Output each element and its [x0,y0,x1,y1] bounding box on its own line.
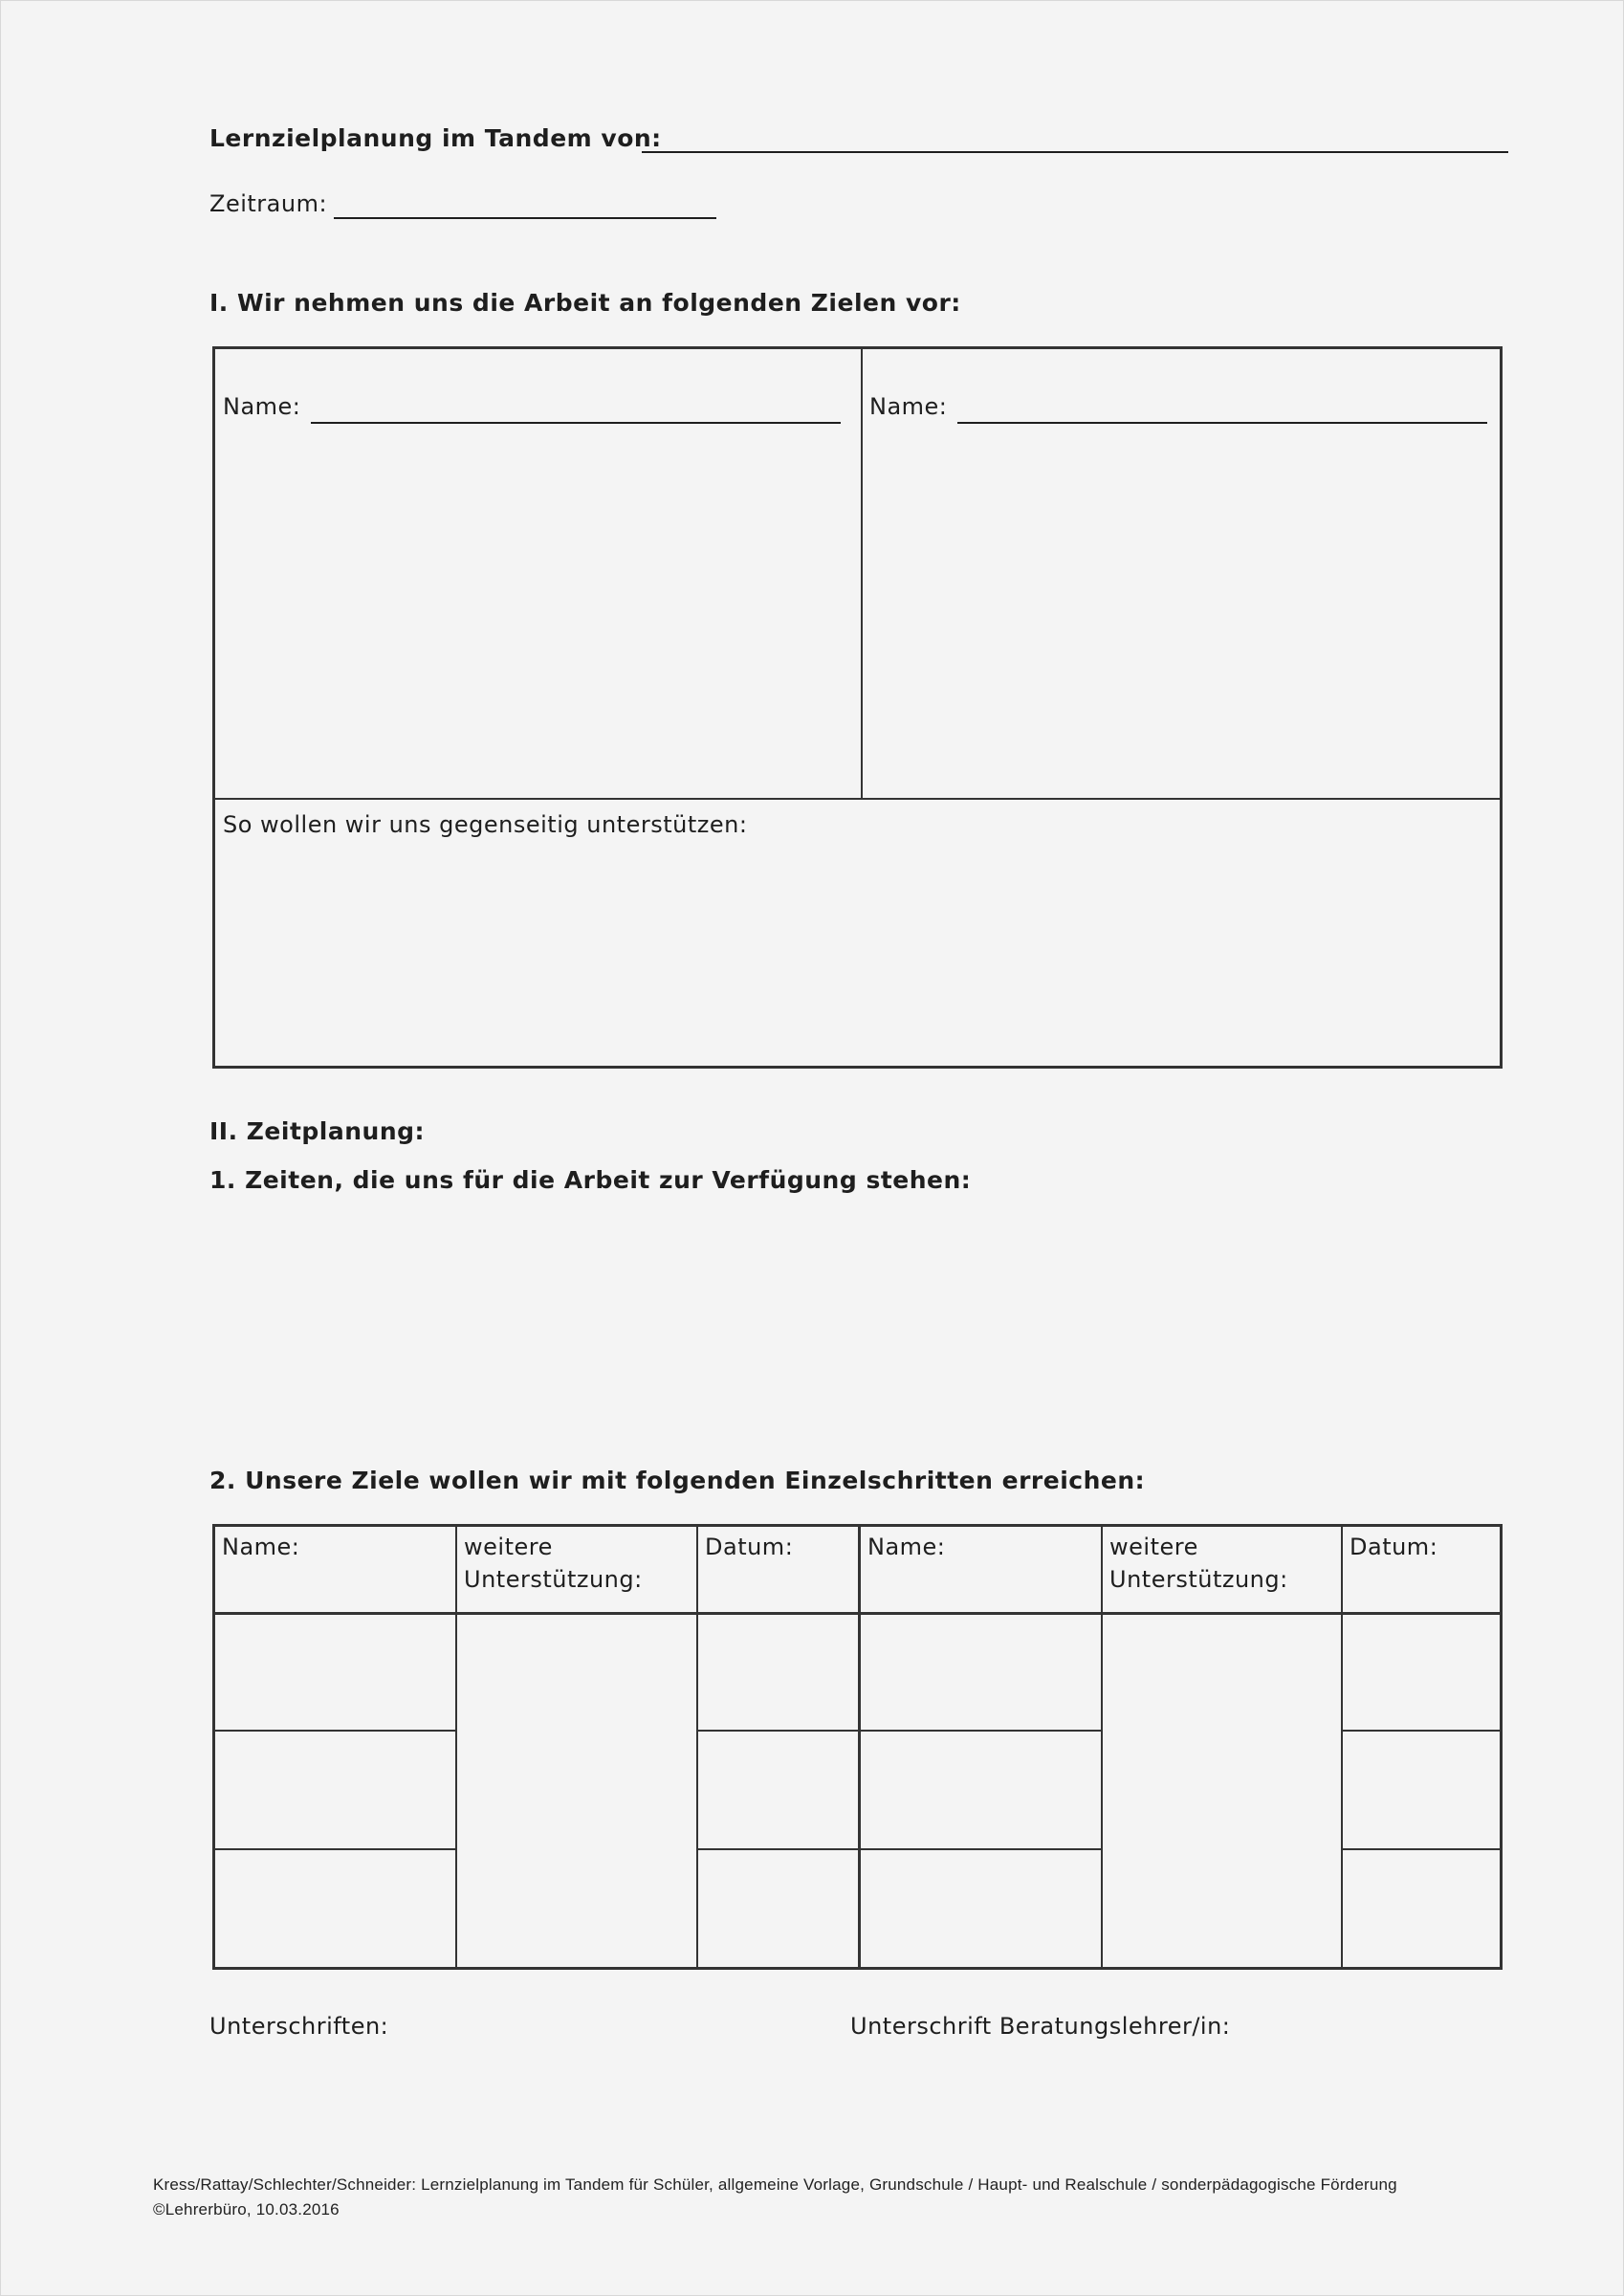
col-divider [696,1527,698,1967]
footer-copyright: ©Lehrerbüro, 10.03.2016 [153,2200,340,2219]
th-date-right: Datum: [1350,1534,1438,1560]
goals-left-name-label: Name: [223,393,301,420]
row-line [215,1848,455,1850]
steps-table [212,1524,1503,1970]
section1-heading: I. Wir nehmen uns die Arbeit an folgenden Zielen vor: [209,289,961,317]
goals-right-name-line[interactable] [957,422,1487,424]
signatures-label: Unterschriften: [209,2013,389,2040]
period-line[interactable] [334,217,716,219]
section2-sub2: 2. Unsere Ziele wollen wir mit folgenden Einzelschritten erreichen: [209,1467,1146,1494]
section2-heading: II. Zeitplanung: [209,1117,426,1145]
advisor-signature-label: Unterschrift Beratungslehrer/in: [850,2013,1231,2040]
header-bottom-line [215,1612,1500,1615]
row-line [1341,1730,1500,1732]
th-support-left-line2: Unterstützung: [464,1566,643,1593]
col-divider [1341,1527,1343,1967]
period-label: Zeitraum: [209,190,328,217]
goals-vertical-divider [861,349,863,798]
title-name-line[interactable] [642,151,1508,153]
col-divider [455,1527,457,1967]
th-name-left: Name: [222,1534,300,1560]
col-divider [1101,1527,1103,1967]
goals-right-name-label: Name: [869,393,948,420]
row-line [696,1848,1101,1850]
support-label: So wollen wir uns gegenseitig unterstützen: [223,811,748,838]
footer-credits: Kress/Rattay/Schlechter/Schneider: Lernzielplanung im Tandem für Schüler, allgemeine Vorlage, Grundschule / Haupt- und Realschule / sonderpädagogische Förderung [153,2175,1397,2194]
th-support-right-line2: Unterstützung: [1109,1566,1288,1593]
row-line [696,1730,1101,1732]
row-line [215,1730,455,1732]
row-line [1341,1848,1500,1850]
th-support-right [1109,1531,1288,1596]
goals-horizontal-divider [215,798,1500,800]
goals-left-name-line[interactable] [311,422,841,424]
th-support-left [464,1531,643,1596]
th-support-right-line1: weitere [1109,1534,1198,1560]
col-divider-center [858,1527,861,1967]
title-label: Lernzielplanung im Tandem von: [209,124,662,152]
section2-sub1: 1. Zeiten, die uns für die Arbeit zur Verfügung stehen: [209,1166,972,1194]
th-name-right: Name: [867,1534,946,1560]
goals-box [212,346,1503,1069]
th-support-left-line1: weitere [464,1534,553,1560]
th-date-left: Datum: [705,1534,794,1560]
